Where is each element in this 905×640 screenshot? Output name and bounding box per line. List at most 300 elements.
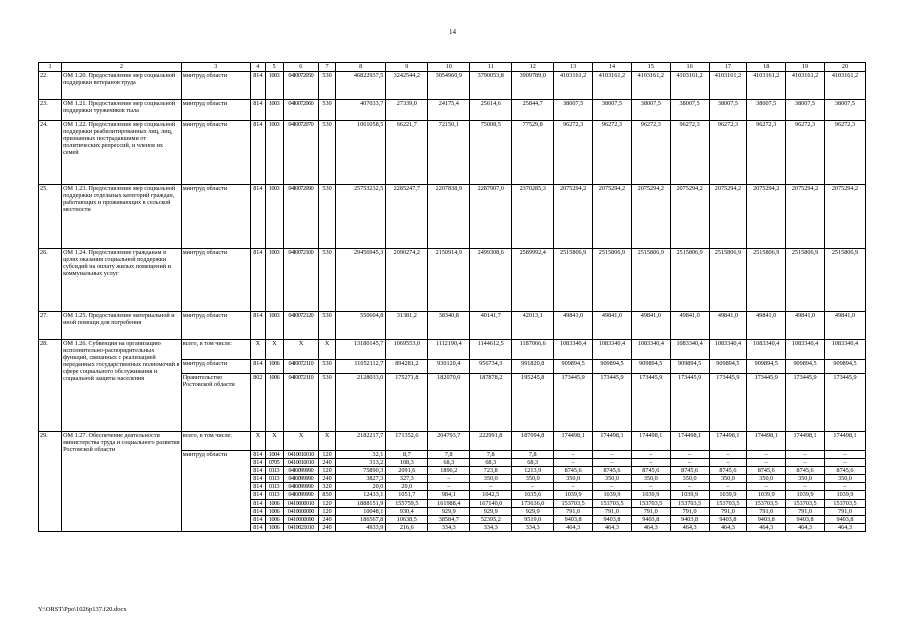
value-cell: 68,3: [428, 459, 470, 467]
value-cell: 171352,6: [386, 432, 428, 451]
value-cell: 187878,2: [470, 374, 512, 432]
value-cell: 75890,3: [335, 467, 385, 475]
value-cell: 909894,5: [593, 360, 632, 374]
executor: минтруд области: [181, 121, 250, 185]
header-cell: 4: [250, 63, 265, 72]
value-cell: 174498,1: [747, 432, 786, 451]
value-cell: 153703,5: [824, 499, 865, 507]
value-cell: 1213,9: [512, 467, 554, 475]
value-cell: 49841,0: [786, 312, 825, 340]
value-cell: 2075294,2: [670, 185, 709, 249]
value-cell: 9403,8: [709, 515, 747, 523]
header-cell: 14: [593, 63, 632, 72]
value-cell: 1039,9: [593, 491, 632, 499]
value-cell: 2091,6: [386, 467, 428, 475]
value-cell: 2075294,2: [593, 185, 632, 249]
value-cell: 2515806,9: [824, 249, 865, 312]
value-cell: 3827,3: [335, 475, 385, 483]
code-ministry: 814: [250, 507, 265, 515]
value-cell: 2128033,0: [335, 374, 385, 432]
value-cell: –: [747, 459, 786, 467]
value-cell: 167140,0: [470, 499, 512, 507]
value-cell: –: [428, 475, 470, 483]
header-cell: 16: [670, 63, 709, 72]
value-cell: 38007,5: [786, 100, 825, 121]
value-cell: 187094,8: [512, 432, 554, 451]
value-cell: –: [631, 483, 670, 491]
code-section: 1003: [265, 185, 283, 249]
executor: Правительство Ростовской области: [181, 374, 250, 432]
code-ministry: 814: [250, 185, 265, 249]
value-cell: 1039,9: [631, 491, 670, 499]
value-cell: 2515806,9: [786, 249, 825, 312]
code-section: 1003: [265, 100, 283, 121]
code-target: 04I0072090: [283, 185, 319, 249]
value-cell: 350,0: [824, 475, 865, 483]
code-expense: 530: [319, 360, 336, 374]
value-cell: 29456945,3: [335, 249, 385, 312]
value-cell: 791,0: [747, 507, 786, 515]
code-section: 1004: [265, 451, 283, 459]
value-cell: 791,0: [709, 507, 747, 515]
value-cell: 195245,8: [512, 374, 554, 432]
value-cell: 9403,8: [593, 515, 632, 523]
executor: минтруд области: [181, 360, 250, 374]
code-ministry: 814: [250, 312, 265, 340]
value-cell: 9403,8: [670, 515, 709, 523]
code-section: 0113: [265, 475, 283, 483]
value-cell: 1035,6: [512, 491, 554, 499]
value-cell: 1039,9: [824, 491, 865, 499]
value-cell: 4103161,2: [824, 72, 865, 100]
value-cell: 464,3: [824, 523, 865, 531]
value-cell: –: [470, 483, 512, 491]
code-section: 1006: [265, 507, 283, 515]
value-cell: 38007,5: [709, 100, 747, 121]
code-target: 04I0099990: [283, 475, 319, 483]
value-cell: 96272,3: [824, 121, 865, 185]
header-cell: 7: [319, 63, 336, 72]
value-cell: 173445,9: [554, 374, 593, 432]
value-cell: 334,3: [512, 523, 554, 531]
value-cell: 3790053,8: [470, 72, 512, 100]
code-section: X: [265, 432, 283, 451]
value-cell: 350,0: [554, 475, 593, 483]
value-cell: –: [786, 459, 825, 467]
value-cell: 2075294,2: [824, 185, 865, 249]
value-cell: 68,3: [512, 459, 554, 467]
value-cell: 20,0: [335, 483, 385, 491]
value-cell: 984,1: [428, 491, 470, 499]
code-ministry: 814: [250, 459, 265, 467]
value-cell: 909894,5: [670, 360, 709, 374]
row-number: 22.: [39, 72, 62, 100]
footer-path: Y:\ORST\Ppo\1026p137.f20.docx: [38, 606, 127, 613]
value-cell: 550604,8: [335, 312, 385, 340]
value-cell: –: [593, 459, 632, 467]
value-cell: 334,3: [428, 523, 470, 531]
row-number: 25.: [39, 185, 62, 249]
value-cell: 3054960,9: [428, 72, 470, 100]
row-number: 26.: [39, 249, 62, 312]
value-cell: 25614,6: [470, 100, 512, 121]
value-cell: 7,8: [470, 451, 512, 459]
value-cell: –: [824, 483, 865, 491]
code-expense: X: [319, 340, 336, 360]
code-ministry: 814: [250, 499, 265, 507]
row-number: 29.: [39, 432, 62, 532]
code-section: 1003: [265, 249, 283, 312]
value-cell: 174498,1: [554, 432, 593, 451]
code-section: 1003: [265, 121, 283, 185]
value-cell: 8745,6: [709, 467, 747, 475]
value-cell: –: [593, 451, 632, 459]
code-section: 1003: [265, 72, 283, 100]
header-cell: 8: [335, 63, 385, 72]
value-cell: 173636,0: [512, 499, 554, 507]
code-ministry: 814: [250, 100, 265, 121]
value-cell: 1061058,5: [335, 121, 385, 185]
table-row: [39, 249, 866, 312]
value-cell: 174498,1: [824, 432, 865, 451]
value-cell: 407033,7: [335, 100, 385, 121]
value-cell: 791,0: [786, 507, 825, 515]
value-cell: 1888151,9: [335, 499, 385, 507]
value-cell: 153703,5: [670, 499, 709, 507]
value-cell: 2075294,2: [747, 185, 786, 249]
value-cell: 8,7: [386, 451, 428, 459]
header-cell: 10: [428, 63, 470, 72]
header-cell: 9: [386, 63, 428, 72]
value-cell: 49841,0: [670, 312, 709, 340]
value-cell: 174498,1: [786, 432, 825, 451]
value-cell: 1083340,4: [786, 340, 825, 360]
code-expense: 120: [319, 451, 336, 459]
code-target: 0410000090: [283, 507, 319, 515]
code-ministry: 814: [250, 515, 265, 523]
value-cell: 9403,8: [824, 515, 865, 523]
value-cell: 2075294,2: [554, 185, 593, 249]
value-cell: 38340,8: [428, 312, 470, 340]
table-row: [39, 340, 866, 360]
value-cell: 1039,9: [786, 491, 825, 499]
value-cell: 791,0: [824, 507, 865, 515]
value-cell: 929,9: [512, 507, 554, 515]
code-expense: 120: [319, 499, 336, 507]
code-target: 04I0099990: [283, 467, 319, 475]
code-ministry: 814: [250, 467, 265, 475]
value-cell: –: [824, 451, 865, 459]
measure-name: ОМ 1.21. Предоставление мер социальной поддержки тружеников тыла: [62, 100, 182, 121]
measure-name: ОМ 1.24. Предоставление гражданам в целях оказания социальной поддержки субсидий на оплату жилых помещений и коммунальных услуг: [62, 249, 182, 312]
value-cell: 174498,1: [670, 432, 709, 451]
code-ministry: 814: [250, 483, 265, 491]
code-ministry: 814: [250, 491, 265, 499]
value-cell: 4933,9: [335, 523, 385, 531]
value-cell: 1069553,0: [386, 340, 428, 360]
value-cell: 204793,7: [428, 432, 470, 451]
value-cell: 4103161,2: [631, 72, 670, 100]
code-section: 1006: [265, 515, 283, 523]
value-cell: 4103161,2: [554, 72, 593, 100]
value-cell: –: [631, 451, 670, 459]
value-cell: 216,6: [386, 523, 428, 531]
value-cell: 173445,9: [670, 374, 709, 432]
value-cell: 930120,4: [428, 360, 470, 374]
code-section: 0113: [265, 491, 283, 499]
budget-table: [38, 62, 866, 532]
code-expense: X: [319, 432, 336, 451]
value-cell: 8745,6: [631, 467, 670, 475]
value-cell: 313,2: [335, 459, 385, 467]
value-cell: 175271,8: [386, 374, 428, 432]
value-cell: 68,3: [470, 459, 512, 467]
header-cell: 17: [709, 63, 747, 72]
header-cell: 1: [39, 63, 62, 72]
executor: минтруд области: [181, 185, 250, 249]
value-cell: 49841,0: [631, 312, 670, 340]
value-cell: 2515806,9: [554, 249, 593, 312]
measure-name: ОМ 1.20. Предоставление мер социальной поддержки ветеранов труда: [62, 72, 182, 100]
header-row: [39, 63, 866, 72]
code-target: 0410010010: [283, 459, 319, 467]
value-cell: 27339,0: [386, 100, 428, 121]
code-ministry: 814: [250, 523, 265, 531]
value-cell: –: [670, 451, 709, 459]
value-cell: 1112190,4: [428, 340, 470, 360]
value-cell: 49841,0: [824, 312, 865, 340]
value-cell: 2515806,9: [593, 249, 632, 312]
value-cell: 2499308,6: [470, 249, 512, 312]
value-cell: 49841,0: [554, 312, 593, 340]
value-cell: 9403,8: [786, 515, 825, 523]
value-cell: 2075294,2: [786, 185, 825, 249]
code-expense: 240: [319, 475, 336, 483]
value-cell: 909894,5: [554, 360, 593, 374]
value-cell: 909894,5: [747, 360, 786, 374]
value-cell: 464,3: [631, 523, 670, 531]
value-cell: –: [554, 459, 593, 467]
value-cell: –: [747, 451, 786, 459]
value-cell: 174498,1: [593, 432, 632, 451]
value-cell: 1083340,4: [747, 340, 786, 360]
value-cell: –: [670, 483, 709, 491]
code-section: X: [265, 340, 283, 360]
value-cell: 8745,6: [593, 467, 632, 475]
value-cell: 464,3: [709, 523, 747, 531]
value-cell: 929,9: [470, 507, 512, 515]
code-expense: 120: [319, 507, 336, 515]
code-section: 0113: [265, 467, 283, 475]
value-cell: 350,0: [786, 475, 825, 483]
value-cell: 38007,5: [593, 100, 632, 121]
value-cell: 1039,9: [554, 491, 593, 499]
value-cell: 930,4: [386, 507, 428, 515]
table-row: [39, 100, 866, 121]
value-cell: 173445,9: [824, 374, 865, 432]
value-cell: –: [747, 483, 786, 491]
value-cell: 2207838,9: [428, 185, 470, 249]
value-cell: 2182217,7: [335, 432, 385, 451]
row-number: 24.: [39, 121, 62, 185]
value-cell: 1144612,5: [470, 340, 512, 360]
measure-name: ОМ 1.25. Предоставление материальной и иной помощи для погребения: [62, 312, 182, 340]
value-cell: 350,0: [631, 475, 670, 483]
value-cell: 350,0: [670, 475, 709, 483]
value-cell: 1083340,4: [709, 340, 747, 360]
code-ministry: 814: [250, 475, 265, 483]
code-target: 04I0072050: [283, 72, 319, 100]
code-target: 04I0072060: [283, 100, 319, 121]
value-cell: –: [593, 483, 632, 491]
value-cell: 38007,5: [670, 100, 709, 121]
value-cell: 4103161,2: [747, 72, 786, 100]
value-cell: 1051,7: [386, 491, 428, 499]
value-cell: 31381,2: [386, 312, 428, 340]
value-cell: 327,3: [386, 475, 428, 483]
value-cell: 723,8: [470, 467, 512, 475]
value-cell: 2589992,4: [512, 249, 554, 312]
code-ministry: 814: [250, 360, 265, 374]
value-cell: 96272,3: [593, 121, 632, 185]
value-cell: 909894,5: [709, 360, 747, 374]
value-cell: 4103161,2: [709, 72, 747, 100]
value-cell: –: [824, 459, 865, 467]
header-cell: 6: [283, 63, 319, 72]
value-cell: 1083340,4: [593, 340, 632, 360]
code-expense: 530: [319, 312, 336, 340]
value-cell: 334,3: [470, 523, 512, 531]
value-cell: –: [428, 483, 470, 491]
value-cell: 4103161,2: [593, 72, 632, 100]
code-target: 0410010010: [283, 451, 319, 459]
value-cell: 350,0: [512, 475, 554, 483]
code-expense: 320: [319, 483, 336, 491]
value-cell: 350,0: [747, 475, 786, 483]
value-cell: 32,1: [335, 451, 385, 459]
value-cell: 153703,5: [786, 499, 825, 507]
value-cell: 186567,8: [335, 515, 385, 523]
value-cell: 791,0: [670, 507, 709, 515]
value-cell: 173445,9: [786, 374, 825, 432]
value-cell: 173445,9: [709, 374, 747, 432]
code-target: 04I0072110: [283, 360, 319, 374]
value-cell: 96272,3: [786, 121, 825, 185]
value-cell: –: [631, 459, 670, 467]
measure-name: ОМ 1.23. Предоставление мер социальной поддержки отдельных категорий граждан, работающих и проживающих в сельской местности: [62, 185, 182, 249]
value-cell: 52395,2: [470, 515, 512, 523]
value-cell: 153703,5: [631, 499, 670, 507]
code-expense: 240: [319, 523, 336, 531]
header-cell: 3: [181, 63, 250, 72]
code-section: 0113: [265, 483, 283, 491]
header-cell: 2: [62, 63, 182, 72]
code-expense: 530: [319, 100, 336, 121]
value-cell: 1039,9: [670, 491, 709, 499]
value-cell: 1083340,4: [824, 340, 865, 360]
value-cell: 2515806,9: [709, 249, 747, 312]
value-cell: 991820,8: [512, 360, 554, 374]
value-cell: 13180145,7: [335, 340, 385, 360]
value-cell: 174498,1: [631, 432, 670, 451]
header-cell: 15: [631, 63, 670, 72]
code-ministry: 802: [250, 374, 265, 432]
value-cell: 350,0: [709, 475, 747, 483]
table-row: [39, 121, 866, 185]
value-cell: 108,3: [386, 459, 428, 467]
table-row: [39, 72, 866, 100]
value-cell: –: [554, 483, 593, 491]
value-cell: 2090274,2: [386, 249, 428, 312]
value-cell: 72150,1: [428, 121, 470, 185]
code-target: 04I0099990: [283, 491, 319, 499]
value-cell: 8745,6: [786, 467, 825, 475]
value-cell: 182070,0: [428, 374, 470, 432]
value-cell: 8745,6: [554, 467, 593, 475]
value-cell: 7,8: [428, 451, 470, 459]
value-cell: 38007,5: [554, 100, 593, 121]
value-cell: 1039,9: [709, 491, 747, 499]
value-cell: 155759,5: [386, 499, 428, 507]
code-target: 0410000090: [283, 515, 319, 523]
page-number: 14: [449, 28, 456, 36]
code-target: 0410021010: [283, 523, 319, 531]
code-section: 1006: [265, 523, 283, 531]
header-cell: 18: [747, 63, 786, 72]
value-cell: 4103161,2: [786, 72, 825, 100]
code-expense: 120: [319, 467, 336, 475]
value-cell: 894281,2: [386, 360, 428, 374]
code-expense: 530: [319, 374, 336, 432]
value-cell: 2370285,3: [512, 185, 554, 249]
header-cell: 19: [786, 63, 825, 72]
header-cell: 12: [512, 63, 554, 72]
value-cell: –: [709, 459, 747, 467]
value-cell: 96272,3: [670, 121, 709, 185]
header-cell: 11: [470, 63, 512, 72]
value-cell: 96272,3: [709, 121, 747, 185]
code-section: 1006: [265, 374, 283, 432]
code-target: 04I0099990: [283, 483, 319, 491]
value-cell: 1083340,4: [670, 340, 709, 360]
value-cell: 2515806,9: [631, 249, 670, 312]
code-ministry: X: [250, 432, 265, 451]
value-cell: 9403,8: [631, 515, 670, 523]
table-row: [39, 432, 866, 451]
value-cell: 909894,5: [631, 360, 670, 374]
value-cell: 174498,1: [709, 432, 747, 451]
value-cell: 38007,5: [824, 100, 865, 121]
value-cell: 464,3: [747, 523, 786, 531]
value-cell: 12433,1: [335, 491, 385, 499]
value-cell: 464,3: [786, 523, 825, 531]
value-cell: 49841,0: [747, 312, 786, 340]
code-expense: 240: [319, 459, 336, 467]
row-number: 27.: [39, 312, 62, 340]
value-cell: 10638,5: [386, 515, 428, 523]
value-cell: 464,3: [554, 523, 593, 531]
value-cell: –: [786, 451, 825, 459]
value-cell: 3242544,2: [386, 72, 428, 100]
code-target: 04I0072100: [283, 249, 319, 312]
value-cell: 1083340,4: [554, 340, 593, 360]
value-cell: 7,8: [512, 451, 554, 459]
value-cell: 66221,7: [386, 121, 428, 185]
value-cell: 9403,8: [554, 515, 593, 523]
value-cell: 2075294,2: [709, 185, 747, 249]
value-cell: 153703,5: [747, 499, 786, 507]
header-cell: 13: [554, 63, 593, 72]
